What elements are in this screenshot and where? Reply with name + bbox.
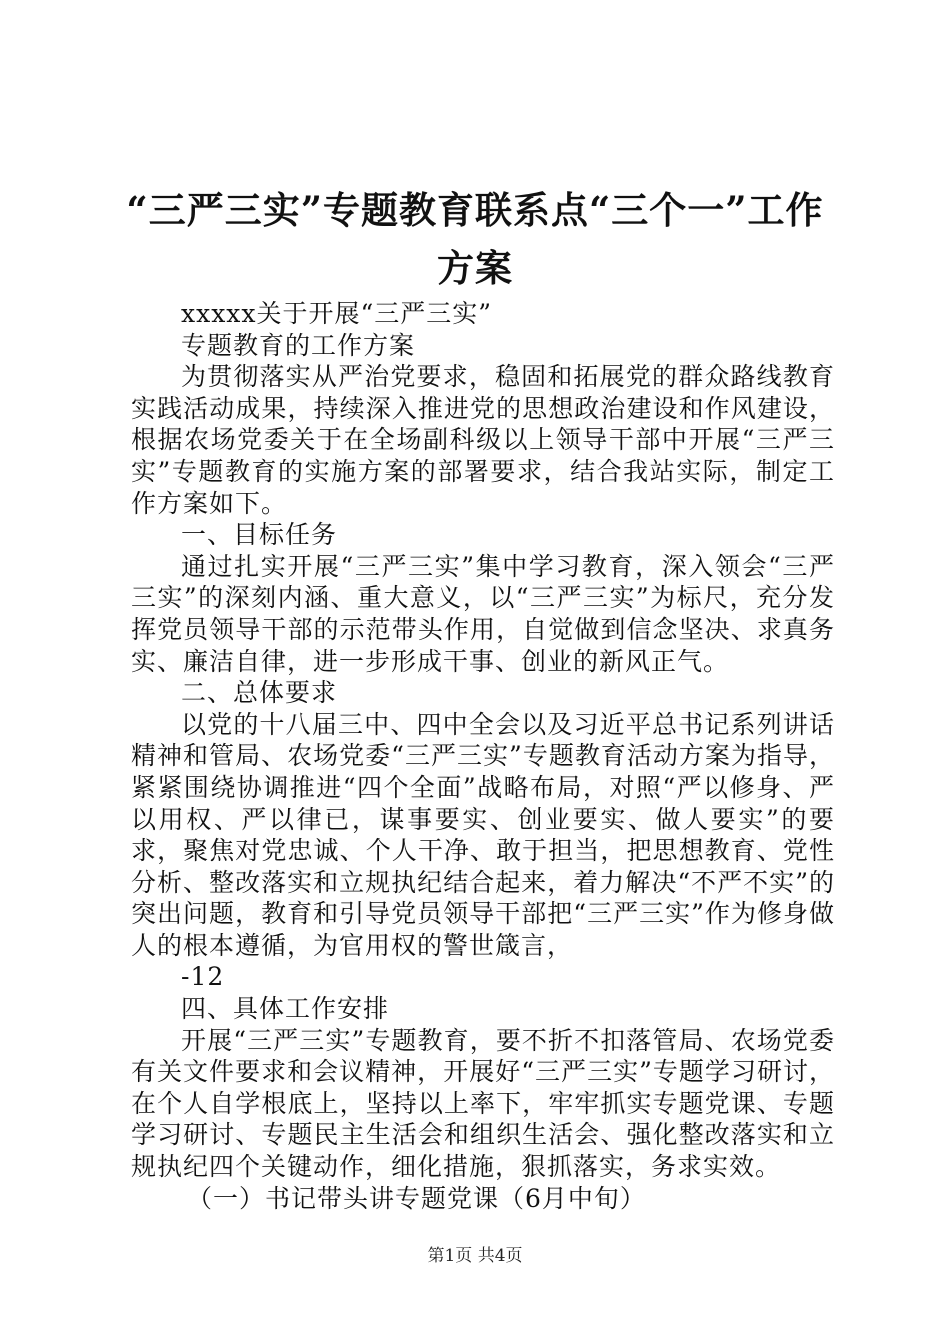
paragraph-arrangements: 开展“三严三实”专题教育，要不折不扣落管局、农场党委有关文件要求和会议精神，开展好“三严三实”专题学习研讨，在个人自学根底上，坚持以上率下，牢牢抓实专题党课、专题学习研讨、专题民主生活会和组织生活会、强化整改落实和立规执纪四个关键动作，细化措施，狠抓落实，务求实效。 bbox=[131, 1025, 835, 1182]
paragraph-subtitle: 专题教育的工作方案 bbox=[181, 330, 416, 360]
paragraph-goals: 通过扎实开展“三严三实”集中学习教育，深入领会“三严三实”的深刻内涵、重大意义，以“三严三实”为标尺，充分发挥党员领导干部的示范带头作用，自觉做到信念坚决、求真务实、廉洁自律，进一步形成干事、创业的新风正气。 bbox=[131, 551, 835, 676]
paragraph-requirements: 以党的十八届三中、四中全会以及习近平总书记系列讲话精神和管局、农场党委“三严三实”专题教育活动方案为指导，紧紧围绕协调推进“四个全面”战略布局，对照“严以修身、严以用权、严以律已，谋事要实、创业要实、做人要实”的要求，聚焦对党忠诚、个人干净、敢于担当，把思想教育、党性分析、整改落实和立规执纪结合起来，着力解决“不严不实”的突出问题，教育和引导党员领导干部把“三严三实”作为修身做人的根本遵循，为官用权的警世箴言， bbox=[131, 709, 835, 960]
section-heading-goals: 一、目标任务 bbox=[181, 520, 338, 550]
document-body bbox=[131, 298, 835, 1214]
section-heading-requirements: 二、总体要求 bbox=[181, 678, 338, 708]
paragraph-page-mark: -12 bbox=[181, 962, 225, 992]
paragraph-intro: 为贯彻落实从严治党要求，稳固和拓展党的群众路线教育实践活动成果，持续深入推进党的思想政治建设和作风建设，根据农场党委关于在全场副科级以上领导干部中开展“三严三实”专题教育的实施方案的部署要求，结合我站实际，制定工作方案如下。 bbox=[131, 362, 835, 518]
document-title-line1: “三严三实”专题教育联系点“三个一”工作 bbox=[126, 188, 824, 232]
subsection-heading-party-lecture: （一）书记带头讲专题党课（6月中旬） bbox=[187, 1183, 646, 1213]
paragraph-issuer: xxxxx关于开展“三严三实” bbox=[181, 299, 493, 328]
document-title-line2: 方案 bbox=[437, 246, 513, 290]
section-heading-arrangements: 四、具体工作安排 bbox=[181, 994, 390, 1024]
page-footer: 第1页 共4页 bbox=[427, 1246, 523, 1266]
